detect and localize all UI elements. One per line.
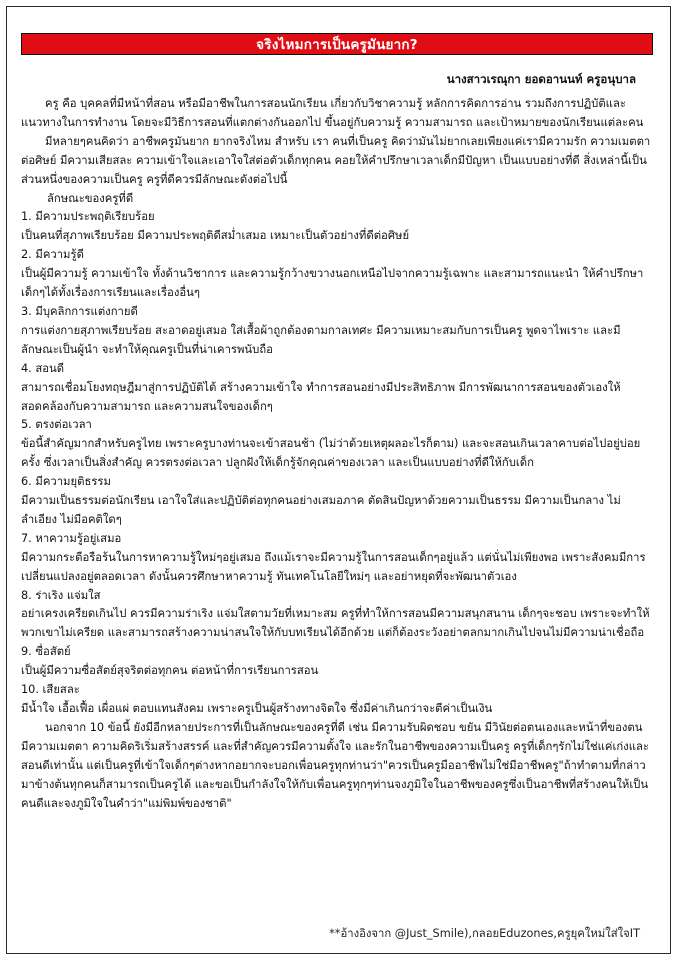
- intro-paragraph: ครู คือ บุคคลที่มีหน้าที่สอน หรือมีอาชีพในการสอนนักเรียน เกี่ยวกับวิชาความรู้ หลักการคิดการอ่าน รวมถึงการปฏิบัติและแนวทางในการทำงาน โดยจะมีวิธีการสอนที่แตกต่างกันออกไป ขึ้นอยู่กับความรู้ ความสามารถ และเป้าหมายของนักเรียนแต่ละคน: [21, 97, 644, 129]
- trait-heading: 10. เสียสละ: [21, 683, 80, 697]
- trait-text: มีน้ำใจ เอื้อเฟื้อ เผื่อแผ่ ตอบแทนสังคม เพราะครูเป็นผู้สร้างทางจิตใจ ซึ่งมีค่าเกินกว่าจะตีค่าเป็นเงิน: [21, 702, 493, 715]
- trait-text: เป็นผู้มีความรู้ ความเข้าใจ ทั้งด้านวิชาการ และความรู้กว้างขวางนอกเหนือไปจากความรู้เฉพาะ และสามารถแนะนำ ให้คำปรึกษาเด็กๆได้ทั้งเรื่องการเรียนและเรื่องอื่นๆ: [21, 267, 644, 300]
- intro-paragraph: มีหลายๆคนคิดว่า อาชีพครูมันยาก ยากจริงไหม สำหรับ เรา คนที่เป็นครู คิดว่ามันไม่ยากเลยเพียงแค่เรามีความรัก ความเมตตาต่อศิษย์ มีความเสียสละ ความเข้าใจและเอาใจใส่ต่อตัวเด็กทุกคน คอยให้คำปรึกษาเวลาเด็กมีปัญหา เป็นแบบอย่างที่ดี สิ่งเหล่านี้เป็นส่วนหนึ่งของความเป็นครู ครูที่ดีควรมีลักษณะดังต่อไปนี้: [21, 134, 651, 186]
- conclusion-paragraph: นอกจาก 10 ข้อนี้ ยังมีอีกหลายประการที่เป็นลักษณะของครูที่ดี เช่น มีความรับผิดชอบ ขยัน มีวินัยต่อตนเองและหน้าที่ของตน มีความเมตตา ความคิดริเริ่มสร้างสรรค์ และที่สำคัญควรมีความตั้งใจ และรักในอาชีพของความเป็นครู ครูที่เด็กๆรักไม่ใช่แค่เก่งและสอนดีเท่านั้น แต่เป็นครูที่เข้าใจเด็กๆต่างหากอยากจะบอกเพื่อนครูทุกท่านว่า"ควรเป็นครูมืออาชีพไม่ใช่มีอาชีพครู"ถ้าทำตามที่กล่าวมาข้างต้นทุกคนก็สามารถเป็นครูได้ และขอเป็นกำลังใจให้กับเพื่อนครูทุกๆท่านจงภูมิใจในอาชีพของครูซึ่งเป็นอาชีพที่สร้างคนให้เป็นคนดีและจงภูมิใจในคำว่า"แม่พิมพ์ของชาติ": [21, 720, 649, 810]
- trait-text: เป็นคนที่สุภาพเรียบร้อย มีความประพฤติดีสม่ำเสมอ เหมาะเป็นตัวอย่างที่ดีต่อศิษย์: [21, 229, 410, 243]
- trait-heading: 8. ร่าเริง แจ่มใส: [21, 588, 101, 602]
- trait-heading: 3. มีบุคลิกการแต่งกายดี: [21, 304, 138, 318]
- trait-heading: 7. หาความรู้อยู่เสมอ: [21, 531, 122, 545]
- trait-heading: 9. ซื่อสัตย์: [21, 645, 71, 659]
- title-banner: [21, 33, 653, 55]
- trait-text: ข้อนี้สำคัญมากสำหรับครูไทย เพราะครูบางท่านจะเข้าสอนช้า (ไม่ว่าด้วยเหตุผลอะไรก็ตาม) และจะสอนเกินเวลาคาบต่อไปอยู่บ่อยครั้ง ซึ่งเวลาเป็นสิ่งสำคัญ ควรตรงต่อเวลา ปลูกฝังให้เด็กรู้จักคุณค่าของเวลา และเป็นแบบอย่างที่ดีให้กับเด็ก: [21, 437, 641, 470]
- trait-heading: 1. มีความประพฤติเรียบร้อย: [21, 210, 155, 224]
- author-line: นางสาวเรณุกา ยอดอานนท์ ครูอนุบาล: [446, 72, 636, 86]
- document-title: จริงไหมการเป็นครูมันยาก?: [256, 37, 418, 53]
- document-page: [6, 6, 671, 954]
- trait-heading: 4. สอนดี: [21, 361, 65, 375]
- trait-text: สามารถเชื่อมโยงทฤษฎีมาสู่การปฏิบัติได้ สร้างความเข้าใจ ทำการสอนอย่างมีประสิทธิภาพ มีการพัฒนาการสอนของตัวเองให้สอดคล้องกับความสามารถ และความสนใจของเด็กๆ: [21, 380, 621, 413]
- trait-text: เป็นผู้มีความซื่อสัตย์สุจริตต่อทุกคน ต่อหน้าที่การเรียนการสอน: [21, 664, 319, 678]
- trait-text: มีความเป็นธรรมต่อนักเรียน เอาใจใส่และปฏิบัติต่อทุกคนอย่างเสมอภาค ตัดสินปัญหาด้วยความเป็นธรรม มีความเป็นกลาง ไม่ลำเอียง ไม่มีอคติใดๆ: [21, 494, 621, 526]
- trait-heading: 6. มีความยุติธรรม: [21, 475, 111, 489]
- trait-text: อย่าเครงเครียดเกินไป ควรมีความร่าเริง แจ่มใสตามวัยที่เหมาะสม ครูที่ทำให้การสอนมีความสนุกสนาน เด็กๆจะชอบ เพราะจะทำให้พวกเขาไม่เครียด และสามารถสร้างความน่าสนใจให้กับบทเรียนได้อีกด้วย แต่ก็ต้องระวังอย่าตลกมากเกินไปจนไม่มีความน่าเชื่อถือ: [21, 607, 650, 640]
- list-heading: ลักษณะของครูที่ดี: [47, 191, 134, 205]
- trait-text: มีความกระตือรือร้นในการหาความรู้ใหม่ๆอยู่เสมอ ถึงแม้เราจะมีความรู้ในการสอนเด็กๆอยู่แล้ว แต่นั่นไม่เพียงพอ เพราะสังคมมีการเปลี่ยนแปลงอยู่ตลอดเวลา ดังนั้นควรศึกษาหาความรู้ ทันเทคโนโลยีใหม่ๆ และอย่าหยุดที่จะพัฒนาตัวเอง: [21, 550, 646, 583]
- article-body: [21, 95, 653, 813]
- reference-credit: **อ้างอิงจาก @Just_Smile),กลอยEduzones,ครูยุคใหม่ใส่ใจIT: [329, 927, 640, 940]
- trait-heading: 2. มีความรู้ดี: [21, 248, 84, 262]
- trait-heading: 5. ตรงต่อเวลา: [21, 418, 92, 432]
- trait-text: การแต่งกายสุภาพเรียบร้อย สะอาดอยู่เสมอ ใส่เสื้อผ้าถูกต้องตามกาลเทศะ มีความเหมาะสมกับการเป็นครู พูดจาไพเราะ และมีลักษณะเป็นผู้นำ จะทำให้คุณครูเป็นที่น่าเคารพนับถือ: [21, 323, 621, 356]
